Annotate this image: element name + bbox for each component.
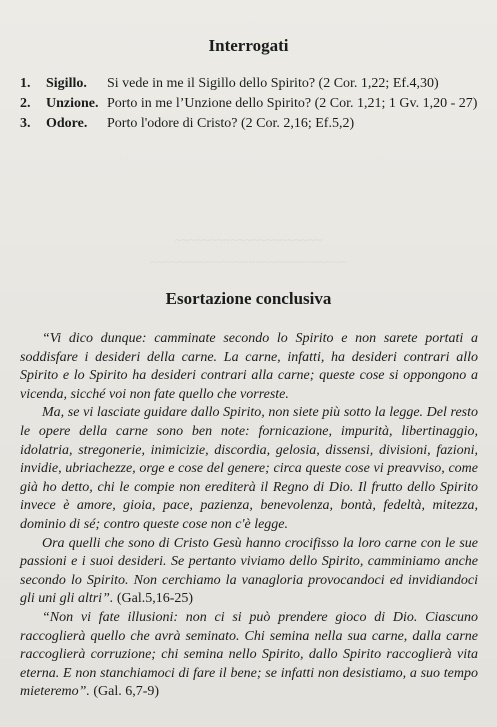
item-heading: Unzione.	[46, 96, 99, 111]
bleed-through-text-2: ~~~~~~~~~~~~~~~~~~~~~~~~~~~~	[150, 254, 347, 269]
paragraph-text: Ora quelli che sono di Cristo Gesù hanno crocifisso la loro carne con le sue passioni e i suoi desideri. Se pertanto viviamo dello Spirito, camminiamo anche secondo lo Spirito. Non cerchiamo la vanagloria provocandoci ed invidiandoci gli uni gli altri”.	[20, 535, 478, 607]
citation: (Gal. 6,7-9)	[89, 684, 160, 700]
paragraph-text: “Vi dico dunque: camminate secondo lo Spirito e non sarete portati a soddisfare i desideri della carne. La carne, infatti, ha desideri contrari allo Spirito e lo Spirito ha desideri contrari alla carne; queste cose si oppongono a vicenda, sicché voi non fate quello che vorreste.	[20, 331, 478, 402]
list-item	[20, 94, 490, 114]
section-title-interrogati: Interrogati	[208, 36, 289, 55]
paragraph	[20, 404, 478, 534]
paragraph	[20, 330, 478, 404]
list-item	[20, 114, 490, 134]
item-text: Si vede in me il Sigillo dello Spirito? (2 Cor. 1,22; Ef.4,30)	[107, 76, 439, 91]
bleed-through-text: ~~~~~~~~~~~~~~~~~~~~~	[174, 232, 323, 247]
item-number: 1.	[20, 76, 31, 91]
item-heading: Odore.	[46, 116, 88, 131]
item-number: 2.	[20, 96, 31, 111]
item-number: 3.	[20, 116, 31, 131]
paragraph-text: “Non vi fate illusioni: non ci si può prendere gioco di Dio. Ciascuno raccoglierà quello che avrà seminato. Chi semina nella sua carne, dalla carne raccoglierà corruzione; chi semina nello Spirito, dallo Spirito raccoglierà vita eterna. E non stanchiamoci di fare il bene; se infatti non desistiamo, a suo tempo mieteremo”.	[20, 609, 478, 700]
list-item	[20, 74, 490, 94]
questions-list	[20, 74, 490, 134]
section-title-esortazione: Esortazione conclusiva	[165, 289, 332, 308]
paragraph-text: Ma, se vi lasciate guidare dallo Spirito, non siete più sotto la legge. Del resto le opere della carne sono ben note: fornicazione, impurità, libertinaggio, idolatria, stregonerie, inimicizie, discordia, gelosia, dissensi, divisioni, fazioni, invidie, ubriachezze, orge e cose del genere; circa queste cose vi preavviso, come già ho detto, chi le compie non erediterà il Regno di Dio. Il frutto dello Spirito invece è amore, gioia, pace, pazienza, benevolenza, bontà, fedeltà, mitezza, dominio di sé; contro queste cose non c'è legge.	[20, 405, 478, 532]
item-text: Porto in me l’Unzione dello Spirito? (2 Cor. 1,21; 1 Gv. 1,20 - 27)	[107, 96, 478, 111]
paragraph	[20, 609, 478, 702]
citation: (Gal.5,16-25)	[113, 591, 194, 607]
exhortation-body	[20, 330, 478, 702]
paragraph	[20, 535, 478, 609]
item-text: Porto l'odore di Cristo? (2 Cor. 2,16; Ef.5,2)	[107, 116, 355, 131]
item-heading: Sigillo.	[46, 76, 87, 91]
